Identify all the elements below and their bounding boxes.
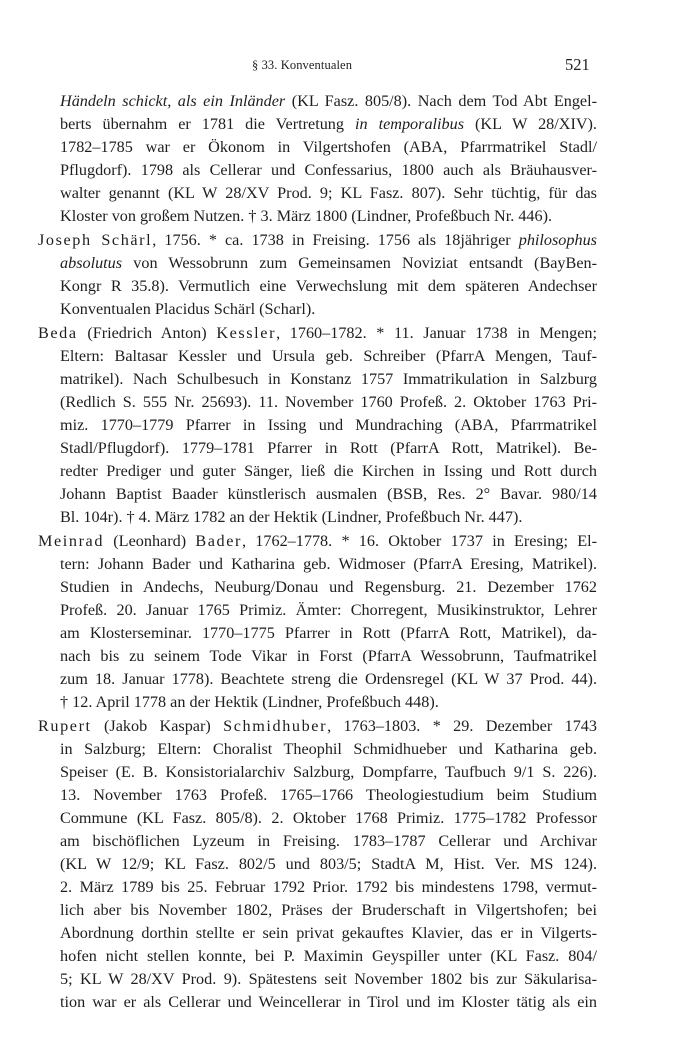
entry-first-name: Rupert (38, 717, 92, 735)
text-line: 13. November 1763 Profeß. 1765–1766 Theologiestudium beim Studium (60, 786, 597, 804)
text-line: matrikel). Nach Schulbesuch in Konstanz 1757 Immatrikulation in Salzburg (60, 370, 597, 388)
text-line: in Salzburg; Eltern: Choralist Theophil Schmidhueber und Katharina geb. (60, 740, 597, 758)
text-line: Bl. 104r). † 4. März 1782 an der Hektik (Lindner, Profeßbuch Nr. 447). (60, 508, 523, 526)
text-line: Studien in Andechs, Neuburg/Donau und Regensburg. 21. Dezember 1762 (60, 578, 597, 596)
text-line: Johann Baptist Baader künstlerisch ausmalen (BSB, Res. 2° Bavar. 980/14 (60, 485, 597, 503)
text-line: 1782–1785 war er Ökonom in Vilgertshofen (ABA, Pfarrmatrikel Stadl/ (60, 138, 597, 156)
page-header (0, 55, 700, 75)
page-number: 521 (565, 55, 590, 74)
entry-name: Schmidhuber (223, 717, 328, 735)
text-line: tern: Johann Bader und Katharina geb. Widmoser (PfarrA Eresing, Matrikel). (60, 555, 597, 573)
entry-name: Kessler (216, 324, 277, 342)
text-line: Kongr R 35.8). Vermutlich eine Verwechslung mit dem späteren Andechser (60, 277, 597, 295)
text-line: Eltern: Baltasar Kessler und Ursula geb. Schreiber (PfarrA Mengen, Tauf- (60, 347, 597, 365)
text-line: 2. März 1789 bis 25. Februar 1792 Prior. 1792 bis mindestens 1798, vermut- (60, 878, 597, 896)
text-line: tion war er als Cellerar und Weincellerar in Tirol und im Kloster tätig als ein (60, 993, 597, 1011)
text-line: berts übernahm er 1781 die Vertretung in temporalibus (KL W 28/XIV). (60, 115, 597, 133)
text-line: miz. 1770–1779 Pfarrer in Issing und Mundraching (ABA, Pfarrmatrikel (60, 416, 597, 434)
entry-first-name: Beda (38, 324, 78, 342)
entry-heading-line: Beda (Friedrich Anton) Kessler, 1760–1782. * 11. Januar 1738 in Mengen; (38, 324, 597, 342)
text-line: nach bis zu seinem Tode Vikar in Forst (PfarrA Wessobrunn, Taufmatrikel (60, 647, 597, 665)
entry-heading-line: Meinrad (Leonhard) Bader, 1762–1778. * 16. Oktober 1737 in Eresing; El- (38, 532, 598, 550)
text-line: zum 18. Januar 1778). Beachtete streng die Ordensregel (KL W 37 Prod. 44). (60, 670, 597, 688)
text-line: absolutus von Wessobrunn zum Gemeinsamen Noviziat entsandt (BayBen- (60, 254, 597, 272)
text-line: walter genannt (KL W 28/XV Prod. 9; KL Fasz. 807). Sehr tüchtig, für das (60, 184, 597, 202)
text-line: Händeln schickt, als ein Inländer (KL Fasz. 805/8). Nach dem Tod Abt Engel- (60, 92, 597, 110)
text-line: Kloster von großem Nutzen. † 3. März 1800 (Lindner, Profeßbuch Nr. 446). (60, 207, 553, 225)
text-line: Pflugdorf). 1798 als Cellerar und Confessarius, 1800 auch als Bräuhausver- (60, 161, 597, 179)
text-line: Profeß. 20. Januar 1765 Primiz. Ämter: Chorregent, Musikinstruktor, Lehrer (60, 601, 597, 619)
text-line: Abordnung dorthin stellte er sein privat gekauftes Klavier, das er in Vilgerts- (60, 924, 597, 942)
entry-name: Joseph Schärl (38, 231, 153, 249)
text-line: 5; KL W 28/XV Prod. 9). Spätestens seit November 1802 bis zur Säkularisa- (60, 970, 597, 988)
text-line: am bischöflichen Lyzeum in Freising. 1783–1787 Cellerar und Archivar (60, 832, 597, 850)
text-line: Commune (KL Fasz. 805/8). 2. Oktober 1768 Primiz. 1775–1782 Professor (60, 809, 597, 827)
text-line: Stadl/Pflugdorf). 1779–1781 Pfarrer in Rott (PfarrA Rott, Matrikel). Be- (60, 439, 597, 457)
entry-name: Bader (195, 532, 243, 550)
running-head: § 33. Konventualen (252, 58, 353, 72)
text-line: (Redlich S. 555 Nr. 25693). 11. November 1760 Profeß. 2. Oktober 1763 Pri- (60, 393, 597, 411)
entry-first-name: Meinrad (38, 532, 105, 550)
text-line: † 12. April 1778 an der Hektik (Lindner, Profeßbuch 448). (60, 693, 439, 711)
text-line: am Klosterseminar. 1770–1775 Pfarrer in Rott (PfarrA Rott, Matrikel), da- (60, 624, 597, 642)
entry-heading-line: Rupert (Jakob Kaspar) Schmidhuber, 1763–1803. * 29. Dezember 1743 (38, 717, 597, 735)
text-line: Konventualen Placidus Schärl (Scharl). (60, 300, 316, 318)
text-line: redter Prediger und guter Sänger, ließ die Kirchen in Issing und Rott durch (60, 462, 597, 480)
text-line: Speiser (E. B. Konsistorialarchiv Salzburg, Dompfarre, Taufbuch 9/1 S. 226). (60, 763, 597, 781)
text-line: hofen nicht stellen konnte, bei P. Maximin Geyspiller unter (KL Fasz. 804/ (60, 947, 597, 965)
entry-heading-line: Joseph Schärl, 1756. * ca. 1738 in Freising. 1756 als 18jähriger philosophus (38, 231, 597, 249)
text-line: lich aber bis November 1802, Präses der Bruderschaft in Vilgertshofen; bei (60, 901, 597, 919)
text-line: (KL W 12/9; KL Fasz. 802/5 und 803/5; StadtA M, Hist. Ver. MS 124). (60, 855, 597, 873)
